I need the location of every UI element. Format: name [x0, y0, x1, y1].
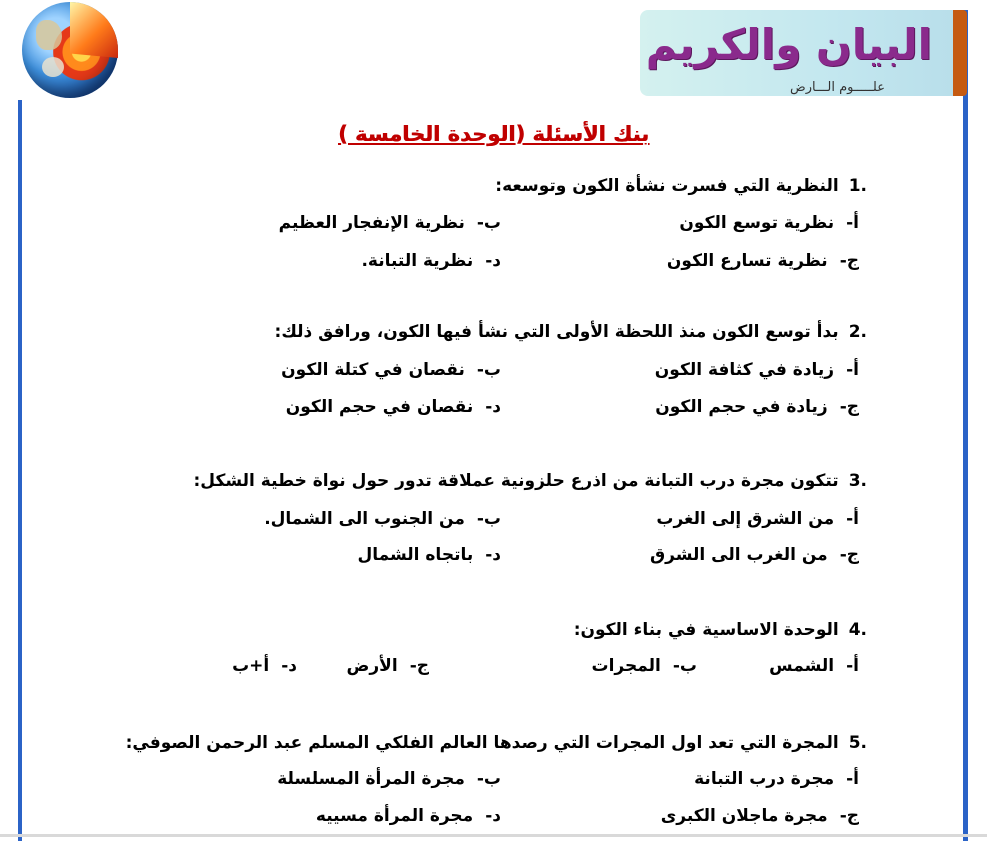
earth-layers-globe-icon [22, 2, 118, 98]
option-label: أ- [846, 360, 859, 380]
question-text: بدأ توسع الكون منذ اللحظة الأولى التي نشأ فيها الكون، ورافق ذلك: [274, 322, 839, 342]
option-text: مجرة المرأة المسلسلة [277, 769, 465, 789]
option-d[interactable] [232, 656, 297, 676]
option-text: من الشرق إلى الغرب [656, 509, 835, 529]
option-text: مجرة درب التبانة [694, 769, 835, 789]
page-title: بنك الأسئلة (الوحدة الخامسة ) [338, 122, 649, 146]
option-label: ب- [476, 360, 501, 380]
option-text: الأرض [346, 656, 398, 676]
option-c[interactable] [347, 656, 429, 676]
option-label: ب- [476, 213, 501, 233]
option-text: زيادة في حجم الكون [655, 397, 828, 417]
option-c[interactable] [655, 397, 859, 417]
option-label: ب- [476, 509, 501, 529]
option-label: ج- [839, 545, 859, 565]
option-c[interactable] [650, 545, 859, 565]
option-d[interactable] [361, 251, 501, 271]
option-label: ب- [672, 656, 697, 676]
question-text: النظرية التي فسرت نشأة الكون وتوسعه: [495, 176, 839, 196]
option-a[interactable] [769, 656, 859, 676]
option-text: نظرية تسارع الكون [666, 251, 828, 271]
option-a[interactable] [656, 509, 859, 529]
question-2 [275, 322, 867, 342]
question-number: .4 [848, 620, 867, 640]
option-text: نظرية التبانة. [361, 251, 474, 271]
question-number: .2 [848, 322, 867, 342]
option-a[interactable] [655, 360, 859, 380]
brand-logo [640, 10, 962, 96]
question-number: .1 [848, 176, 867, 196]
option-label: ج- [839, 806, 859, 826]
question-5 [126, 733, 867, 753]
option-text: أ+ب [232, 656, 270, 676]
page-border-left [18, 100, 22, 841]
option-d[interactable] [286, 397, 501, 417]
question-3 [193, 471, 867, 491]
option-text: مجرة المرأة مسييه [315, 806, 474, 826]
option-text: نقصان في حجم الكون [285, 397, 474, 417]
option-label: ج- [409, 656, 429, 676]
option-a[interactable] [679, 213, 859, 233]
option-text: مجرة ماجلان الكبرى [660, 806, 828, 826]
option-label: د- [485, 545, 501, 565]
option-label: د- [485, 397, 501, 417]
option-label: أ- [846, 769, 859, 789]
option-text: الشمس [769, 656, 835, 676]
option-b[interactable] [277, 769, 501, 789]
option-label: ج- [839, 397, 859, 417]
question-1 [495, 176, 867, 196]
question-number: .3 [848, 471, 867, 491]
option-b[interactable] [592, 656, 698, 676]
question-text: تتكون مجرة درب التبانة من اذرع حلزونية عملاقة تدور حول نواة خطية الشكل: [193, 471, 839, 491]
option-label: ج- [839, 251, 859, 271]
option-text: زيادة في كثافة الكون [654, 360, 835, 380]
option-label: أ- [846, 656, 859, 676]
option-label: أ- [846, 213, 859, 233]
option-label: د- [485, 806, 501, 826]
option-b[interactable] [279, 213, 501, 233]
option-b[interactable] [264, 509, 501, 529]
question-text: المجرة التي تعد اول المجرات التي رصدها العالم الفلكي المسلم عبد الرحمن الصوفي: [125, 733, 839, 753]
option-text: من الغرب الى الشرق [649, 545, 828, 565]
option-a[interactable] [694, 769, 859, 789]
option-text: المجرات [591, 656, 661, 676]
option-c[interactable] [661, 806, 859, 826]
option-label: د- [281, 656, 297, 676]
option-text: نظرية الإنفجار العظيم [278, 213, 465, 233]
option-c[interactable] [667, 251, 859, 271]
logo-title: البيان والكريم [645, 20, 932, 69]
option-d[interactable] [316, 806, 501, 826]
option-text: نظرية توسع الكون [679, 213, 835, 233]
question-text: الوحدة الاساسية في بناء الكون: [573, 620, 839, 640]
option-label: ب- [476, 769, 501, 789]
option-d[interactable] [357, 545, 501, 565]
page-bottom-divider [0, 834, 987, 837]
option-label: د- [485, 251, 501, 271]
option-text: باتجاه الشمال [357, 545, 474, 565]
question-4 [574, 620, 867, 640]
option-text: نقصان في كتلة الكون [281, 360, 465, 380]
logo-accent-bar [953, 10, 967, 96]
option-text: من الجنوب الى الشمال. [264, 509, 465, 529]
option-b[interactable] [281, 360, 501, 380]
option-label: أ- [846, 509, 859, 529]
logo-subtitle: علـــــوم الـــارض [790, 80, 885, 95]
question-number: .5 [848, 733, 867, 753]
